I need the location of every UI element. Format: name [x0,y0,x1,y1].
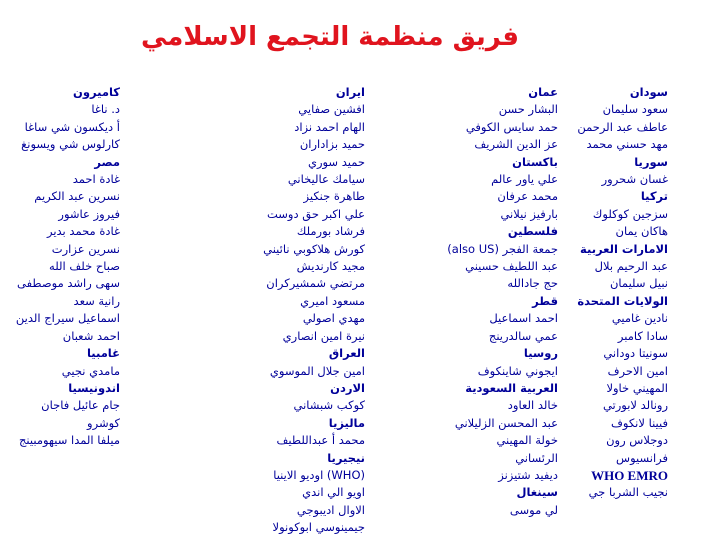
member-name: نيرة امين انصاري [282,328,365,343]
member-name: غسان شحرور [601,172,668,187]
member-name: نبيل سليمان [609,276,668,291]
member-name: طاهرة جنكيز [303,189,365,204]
member-name: علي ياور عالم [491,172,558,187]
member-name: سعود سليمان [602,102,668,117]
country-heading: اندونيسيا [68,380,120,395]
member-name: مسعود اميري [300,293,365,308]
member-name: عبد المحسن الزليلاني [454,415,558,430]
member-name: عبد الرحيم بلال [594,259,668,274]
country-heading: سوريا [634,154,668,169]
member-name: محمد أ عبداللطيف [276,433,365,448]
member-name: فيروز عاشور [58,206,120,221]
member-name: فرشاد بورملك [296,224,365,239]
member-name: سادا كامبر [617,328,668,343]
country-heading: الامارات العربية [580,241,668,256]
member-name: مهد حسني محمد [586,137,668,152]
country-heading: كاميرون [73,85,120,99]
member-name: د. ناغا [91,102,120,117]
country-heading: ماليزيا [328,415,365,430]
member-name: اسماعيل سيراج الدين [15,311,120,326]
country-heading: فلسطين [507,224,558,239]
member-name: فيينا لانكوف [610,415,668,430]
member-name: مرتضي شمشيركران [266,276,365,291]
member-name: حميد سوري [307,154,365,169]
column-3 [235,84,365,537]
country-heading: روسيا [523,346,558,361]
country-heading: باكستان [512,154,558,169]
member-name: مهدي اصولي [302,311,365,326]
member-name: الاوال اديبوجي [296,502,365,517]
member-name: غادة احمد [72,172,120,187]
member-name: محمد عرفان [497,189,558,204]
country-heading: العراق [328,346,365,361]
member-name: الهام احمد نزاد [294,119,365,134]
member-name: WHO EMRO [591,467,668,483]
country-heading: ايران [335,85,365,99]
member-name: ميلفا المدا سيهومبينج [19,433,120,448]
country-heading: العربية السعودية [465,380,558,395]
member-name: عاطف عبد الرحمن [577,119,668,134]
member-name: عز الدين الشريف [474,137,558,152]
member-name: مامدي نجيي [61,363,120,378]
member-name: عبد اللطيف حسيني [465,259,558,274]
member-name: أ ديكسون شي ساغا [24,119,120,134]
member-name: حميد بزاداران [299,137,365,152]
member-name: كوكب شبشاني [293,398,365,413]
member-name: غادة محمد بدير [46,224,120,239]
column-2 [423,84,558,519]
member-name: ديفيد شتيزنز [498,467,558,482]
member-name: امين الاحرف [607,363,668,378]
member-name: سهى راشد موصطفى [17,276,120,291]
country-heading: سينغال [516,485,558,500]
member-name: بارفيز نيلاني [500,206,558,221]
member-name: دوجلاس رون [606,433,668,448]
member-name: نادين غاميي [611,311,668,326]
country-heading: عمان [528,85,558,99]
member-name: مجيد كارنديش [296,259,365,274]
country-heading: قطر [532,293,558,308]
country-heading: الولايات المتحدة [577,293,668,308]
member-name: حمد سايس الكوفي [465,119,558,134]
member-name: البشار حسن [498,102,558,117]
member-name: خالد العاود [507,398,558,413]
member-name: سيامك عاليخاني [287,172,365,187]
country-heading: سودان [629,85,668,99]
member-name: جيمينوسي ابوكونولا [272,520,365,535]
member-name: سزجين كوكلوك [592,206,668,221]
member-name: امين جلال الموسوي [269,363,365,378]
member-name: رونالد لابورتي [602,398,668,413]
member-name: كوشرو [87,415,120,430]
member-name: اويو الي اندي [302,485,365,500]
column-4 [10,84,120,450]
column-1 [548,84,668,502]
member-name: كورش هلاكوبي نائيني [263,241,365,256]
member-name: رانية سعد [73,293,120,308]
member-name: صباح خلف الله [49,259,120,274]
member-name: نسرين عزارت [51,241,120,256]
member-name: نجيب الشربا جي [588,485,668,500]
member-name: جام عائيل فاجان [41,398,120,413]
member-name: احمد اسماعيل [489,311,558,326]
member-name: فرانسيوس [616,450,668,465]
member-name: عمي سالدرينج [488,328,558,343]
country-heading: مصر [94,154,120,169]
member-name: جمعة الفجر (also US) [447,241,558,256]
member-name: كارلوس شي ويسونغ [21,137,120,152]
member-name: نسرين عبد الكريم [34,189,120,204]
page-title: فريق منظمة التجمع الاسلامي [141,22,519,52]
member-name: احمد شعبان [62,328,120,343]
member-name: الرئساني [515,450,558,465]
member-name: علي اكبر حق دوست [266,206,365,221]
country-heading: نيجيريا [327,450,365,465]
member-name: هاكان يمان [615,224,668,239]
member-name: سونيتا دوداني [603,346,668,361]
member-name: حج جادالله [507,276,558,291]
member-name: لي موسى [509,502,558,517]
member-name: افشين صفايي [298,102,365,117]
member-name: ايجوني شاينكوف [477,363,558,378]
member-name: المهيني خاولا [606,380,668,395]
member-name: (WHO) اوديو الاينيا [273,467,365,482]
member-name: خولة المهيني [496,433,558,448]
country-heading: غامبيا [86,346,120,361]
country-heading: تركيا [640,189,668,204]
country-heading: الاردن [330,380,365,395]
